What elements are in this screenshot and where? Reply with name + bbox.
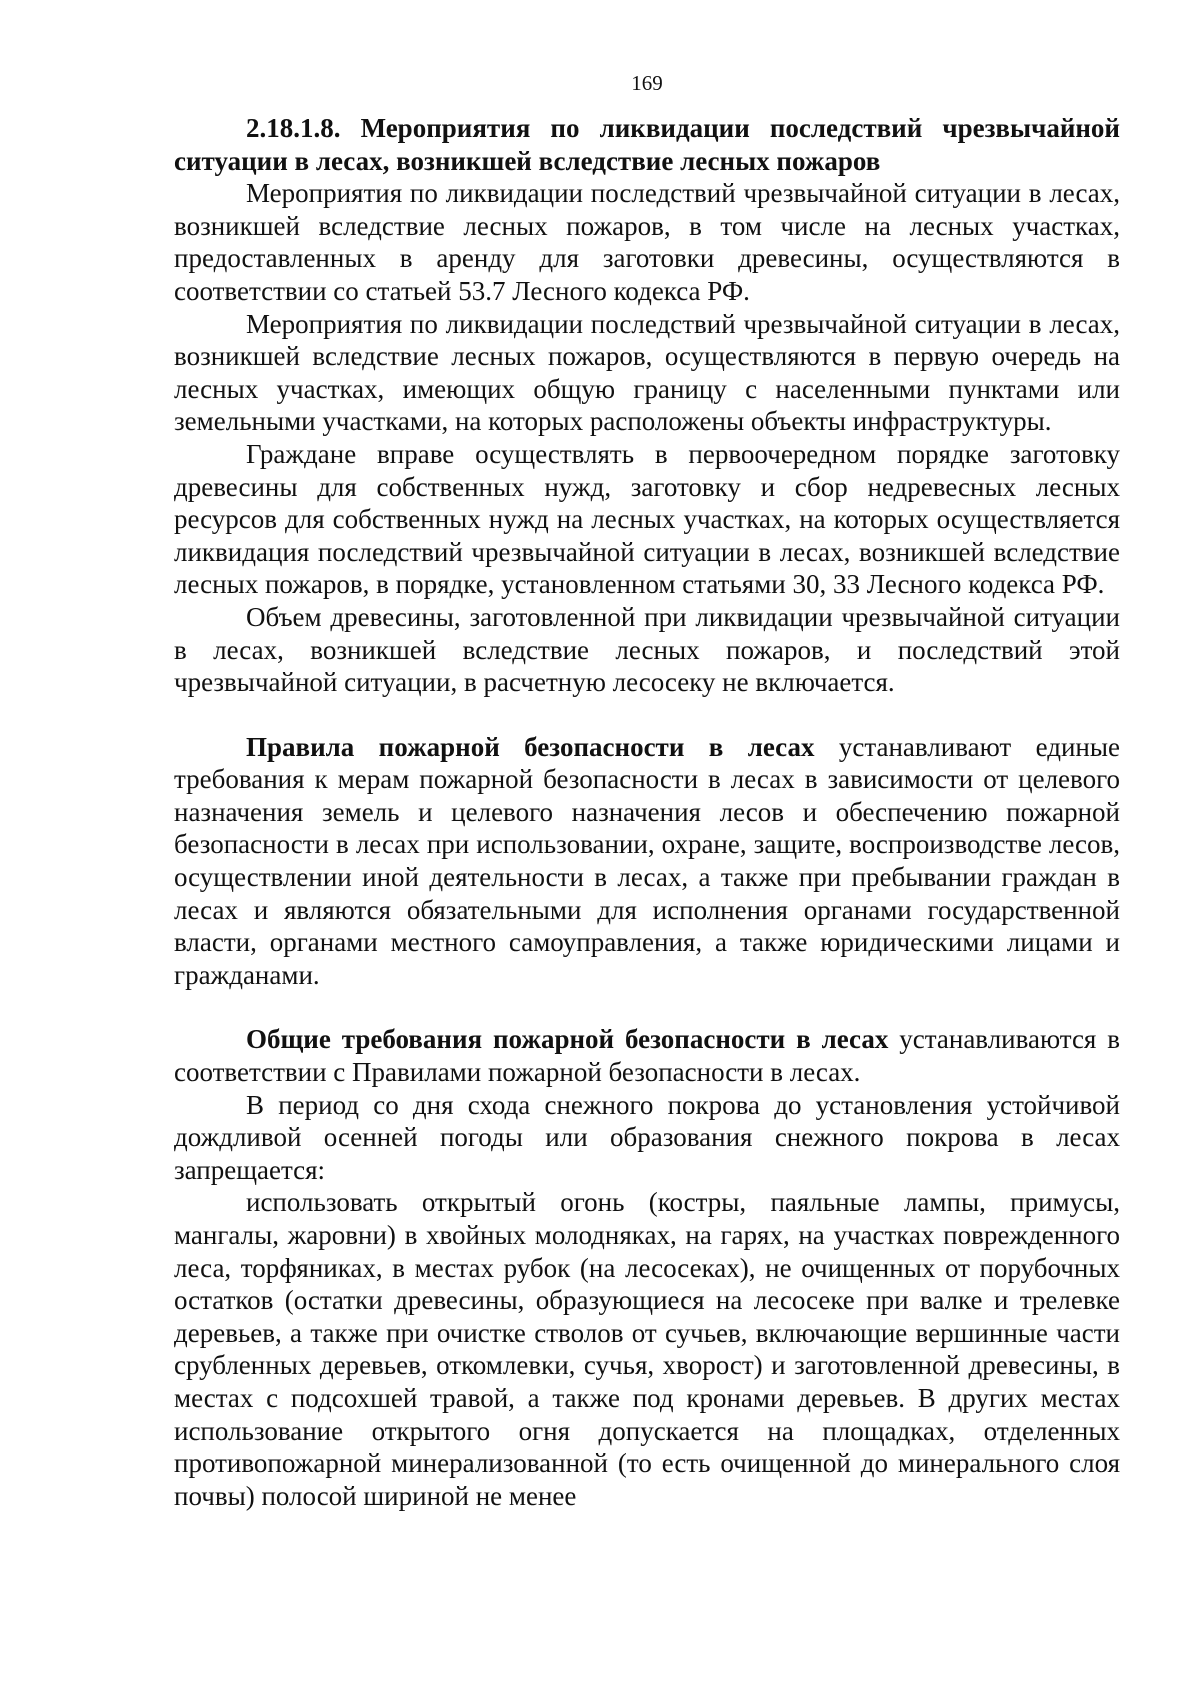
open-fire-paragraph: использовать открытый огонь (костры, паяльные лампы, примусы, мангалы, жаровни) в хвойных молодняках, на гарях, на участках поврежденного леса, торфяниках, в местах рубок (на лесосеках), не очищенных от порубочных остатков (остатки древесины, образующиеся на лесосеке при валке и трелевке деревьев, а также при очистке стволов от сучьев, включающие вершинные части срубленных деревьев, откомлевки, сучья, хворост) и заготовленной древесины, в местах с подсохшей травой, а также под кронами деревьев. В других местах использование открытого огня допускается на площадках, отделенных противопожарной минерализованной (то есть очищенной до минерального слоя почвы) полосой шириной не менее: [174, 1187, 1120, 1511]
rules-paragraph: [174, 731, 1120, 992]
general-requirements-paragraph: [174, 1023, 1120, 1088]
paragraph-3: Граждане вправе осуществлять в первоочередном порядке заготовку древесины для собственных нужд, заготовку и сбор недревесных лесных ресурсов для собственных нужд на лесных участках, на которых осуществляется ликвидация последствий чрезвычайной ситуации в лесах, возникшей вследствие лесных пожаров, в порядке, установленном статьями 30, 33 Лесного кодекса РФ.: [174, 438, 1120, 600]
rules-text: устанавливают единые требования к мерам пожарной безопасности в лесах в зависимости от целевого назначения земель и целевого назначения лесов и обеспечению пожарной безопасности в лесах при использовании, охране, защите, воспроизводстве лесов, осуществлении иной деятельности в лесах, а также при пребывании граждан в лесах и являются обязательными для исполнения органами государственной власти, органами местного самоуправления, а также юридическими лицами и гражданами.: [174, 731, 1120, 990]
general-requirements-text: устанавливаются в соответствии с Правилами пожарной безопасности в лесах.: [174, 1024, 1120, 1088]
section-heading: 2.18.1.8. Мероприятия по ликвидации последствий чрезвычайной ситуации в лесах, возникшей вследствие лесных пожаров: [174, 113, 1120, 176]
paragraph-1: Мероприятия по ликвидации последствий чрезвычайной ситуации в лесах, возникшей вследствие лесных пожаров, в том числе на лесных участках, предоставленных в аренду для заготовки древесины, осуществляются в соответствии со статьей 53.7 Лесного кодекса РФ.: [174, 178, 1120, 306]
paragraph-2: Мероприятия по ликвидации последствий чрезвычайной ситуации в лесах, возникшей вследствие лесных пожаров, осуществляются в первую очередь на лесных участках, имеющих общую границу с населенными пунктами или земельными участками, на которых расположены объекты инфраструктуры.: [174, 308, 1120, 437]
page-number: 169: [631, 71, 663, 95]
rules-term: Правила пожарной безопасности в лесах: [246, 731, 815, 762]
document-page: [174, 68, 1120, 1512]
spacer: [174, 699, 1120, 731]
spacer: [174, 991, 1120, 1023]
period-paragraph: В период со дня схода снежного покрова до установления устойчивой дождливой осенней погоды или образования снежного покрова в лесах запрещается:: [174, 1089, 1120, 1185]
paragraph-4: Объем древесины, заготовленной при ликвидации чрезвычайной ситуации в лесах, возникшей вследствие лесных пожаров, и последствий этой чрезвычайной ситуации, в расчетную лесосеку не включается.: [174, 601, 1120, 698]
general-requirements-term: Общие требования пожарной безопасности в лесах: [246, 1024, 889, 1055]
